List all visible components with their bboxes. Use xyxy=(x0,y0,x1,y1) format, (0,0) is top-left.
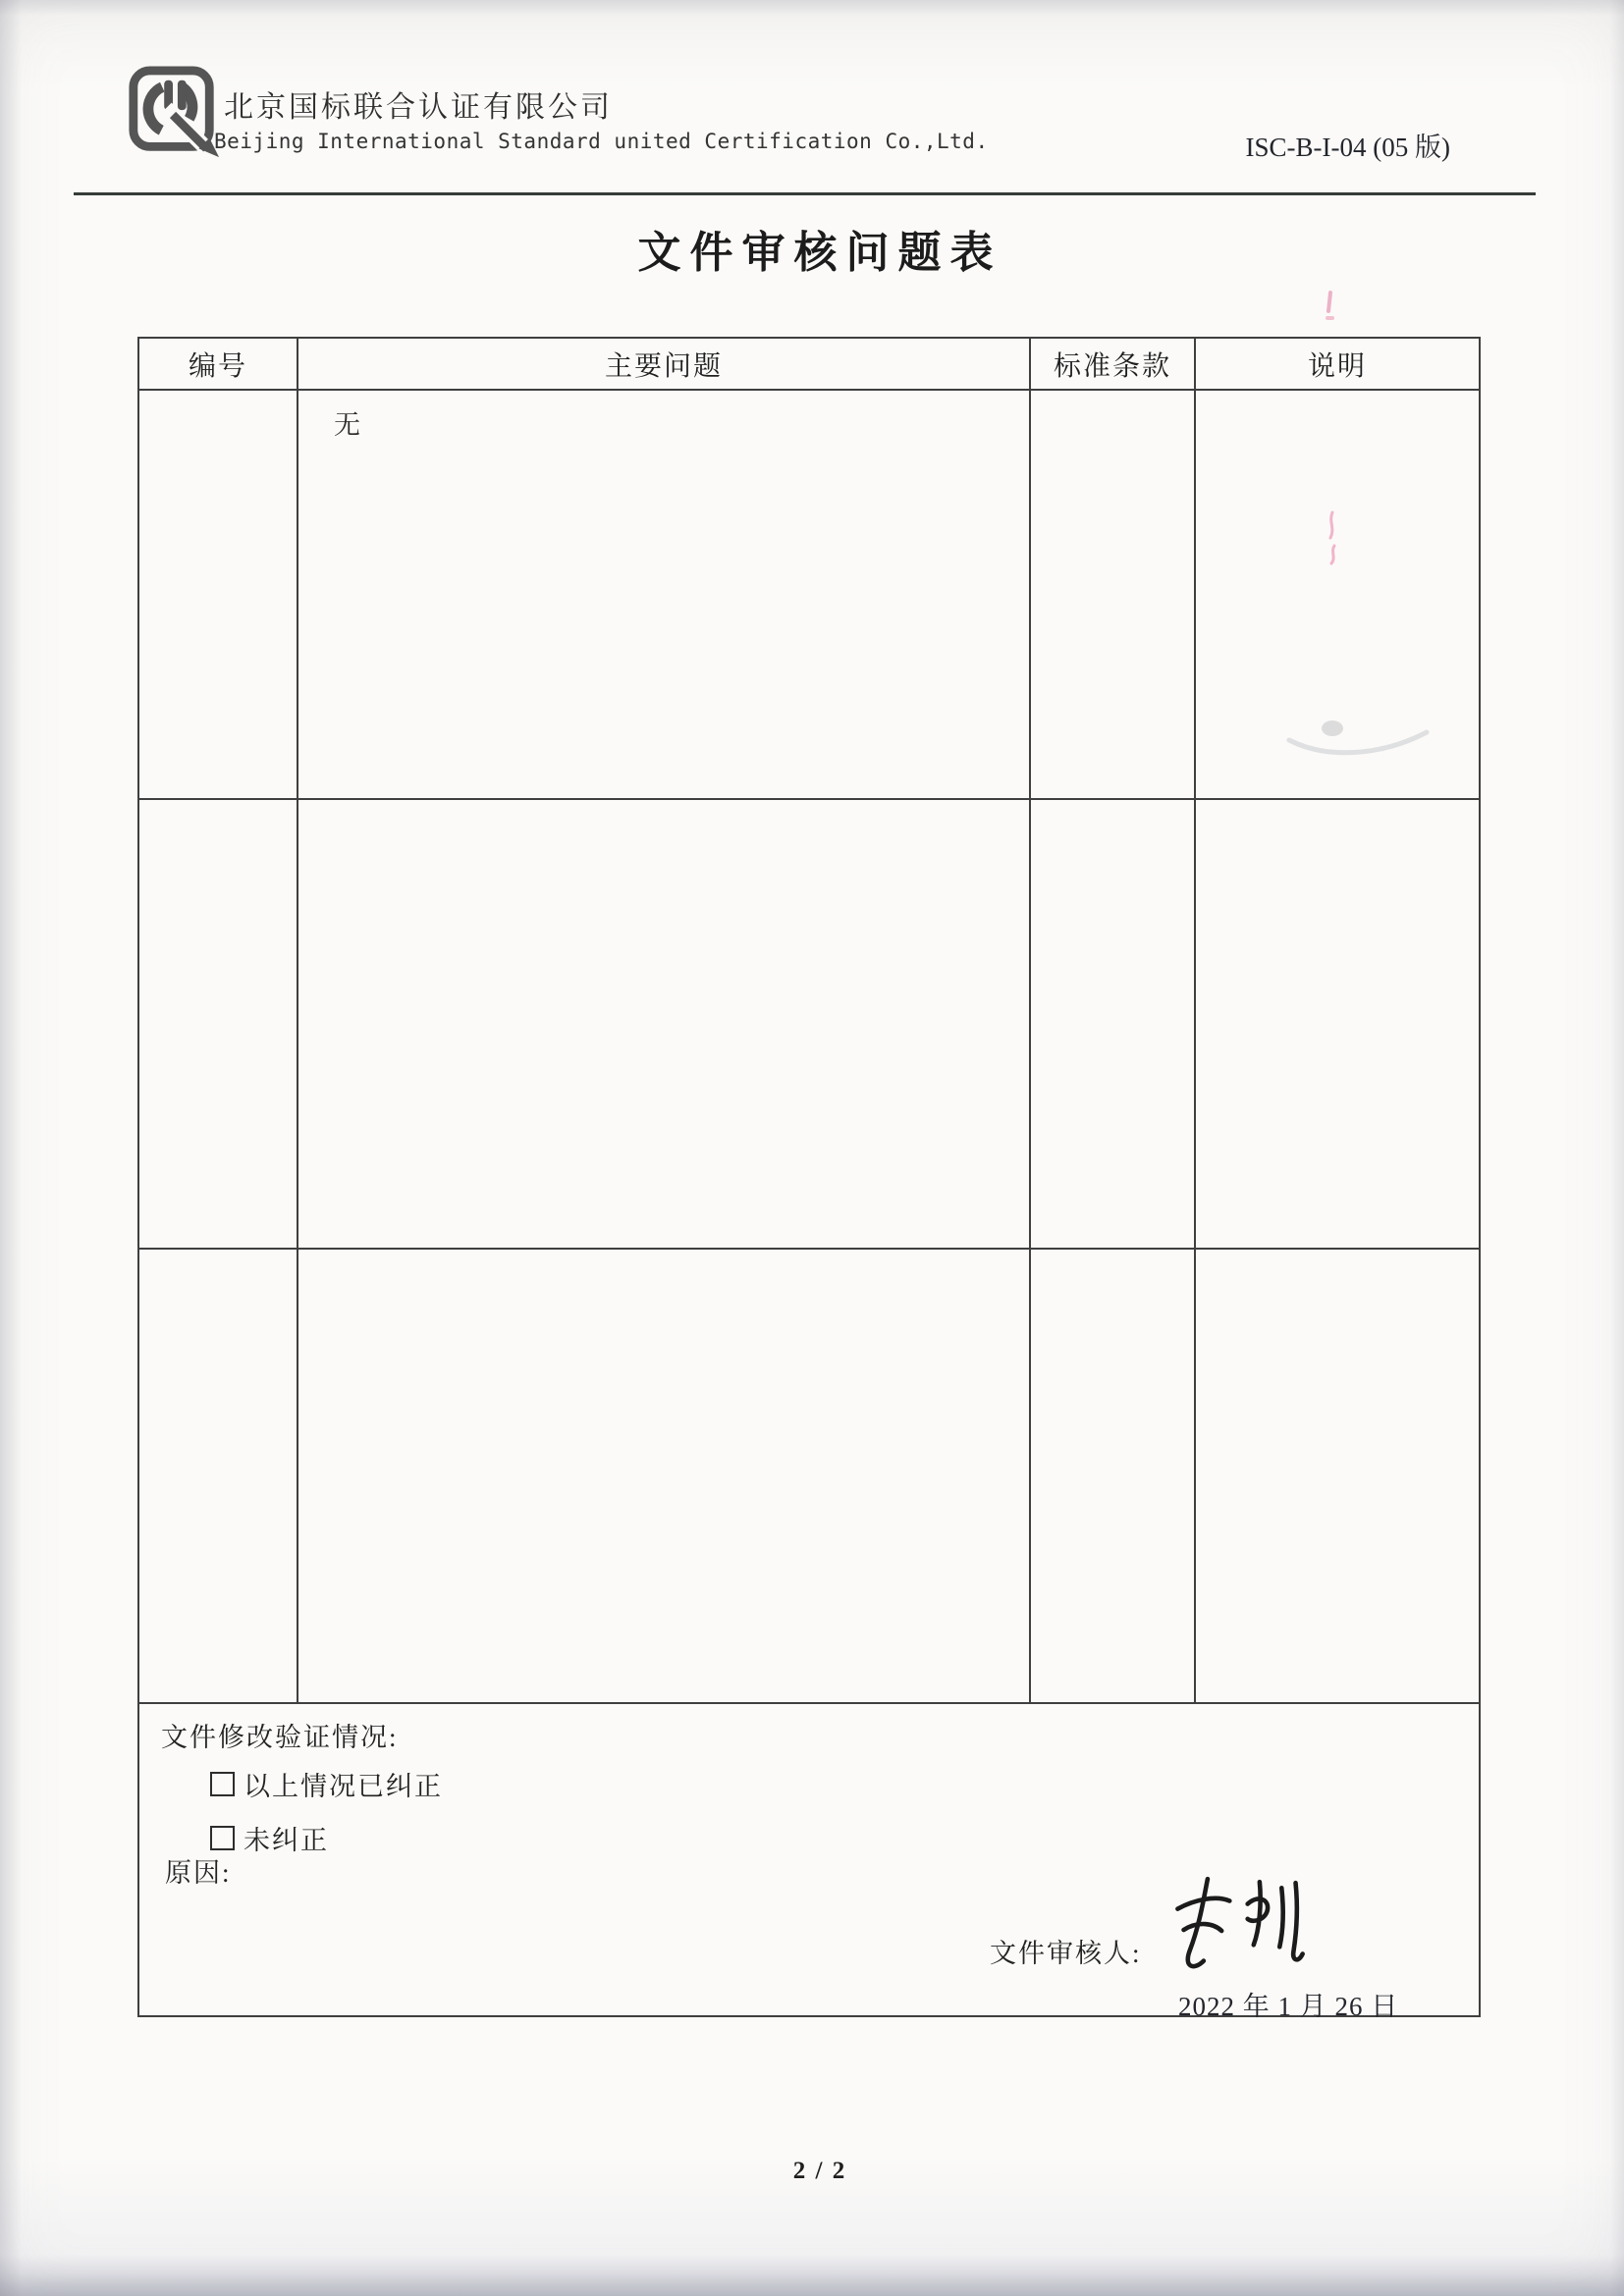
paper-edge-shadow-left xyxy=(0,0,22,2296)
cell-main-problem xyxy=(298,799,1030,1249)
page-number: 2 / 2 xyxy=(792,2158,847,2184)
verification-section-row xyxy=(138,1703,1480,2016)
table-row xyxy=(138,1249,1480,1703)
column-header-standard-clause: 标准条款 xyxy=(1030,338,1195,390)
scan-artifact-pink-mark xyxy=(1326,291,1332,313)
option-corrected xyxy=(210,1765,443,1803)
scan-artifact-pink-squiggle xyxy=(1324,508,1343,567)
cell-explanation xyxy=(1195,799,1480,1249)
cell-explanation xyxy=(1195,1249,1480,1703)
document-code: ISC-B-I-04 (05 版) xyxy=(1245,133,1450,162)
review-date: 2022 年 1 月 26 日 xyxy=(1178,1992,1399,2021)
checkbox-not-corrected-label: 未纠正 xyxy=(244,1826,329,1855)
cell-standard-clause xyxy=(1030,799,1195,1249)
paper-edge-shadow-right xyxy=(1610,0,1624,2296)
checkbox-corrected-label: 以上情况已纠正 xyxy=(244,1772,443,1801)
cell-standard-clause xyxy=(1030,1249,1195,1703)
company-name-cn: 北京国标联合认证有限公司 xyxy=(224,91,613,124)
reviewer-label: 文件审核人: xyxy=(990,1939,1142,1968)
paper-edge-shadow-bottom xyxy=(0,2255,1624,2296)
cell-main-problem: 无 xyxy=(298,390,1030,799)
table-row xyxy=(138,799,1480,1249)
cell-number xyxy=(138,799,298,1249)
table-row xyxy=(138,390,1480,799)
verification-section-label: 文件修改验证情况: xyxy=(161,1723,399,1752)
checkbox-not-corrected xyxy=(210,1826,235,1850)
company-name-en: Beijing International Standard united Certification Co.,Ltd. xyxy=(214,130,989,153)
column-header-main-problem: 主要问题 xyxy=(298,338,1030,390)
page-title: 文件审核问题表 xyxy=(637,229,1002,277)
review-problems-table xyxy=(137,337,1481,2021)
header-divider xyxy=(74,192,1536,195)
paper-edge-shadow-top xyxy=(0,0,1624,16)
cell-standard-clause xyxy=(1030,390,1195,799)
reviewer-signature xyxy=(1163,1873,1315,1983)
column-header-explanation: 说明 xyxy=(1195,338,1480,390)
scan-artifact-pink-mark xyxy=(1326,316,1334,320)
cell-number xyxy=(138,1249,298,1703)
certification-logo-icon xyxy=(126,63,222,171)
reason-label: 原因: xyxy=(165,1858,232,1888)
column-header-number: 编号 xyxy=(138,338,298,390)
scan-artifact-smudge xyxy=(1281,713,1434,767)
table-header-row xyxy=(138,338,1480,390)
checkbox-corrected xyxy=(210,1772,235,1796)
cell-number xyxy=(138,390,298,799)
verification-section xyxy=(138,1703,1480,2021)
cell-main-problem xyxy=(298,1249,1030,1703)
